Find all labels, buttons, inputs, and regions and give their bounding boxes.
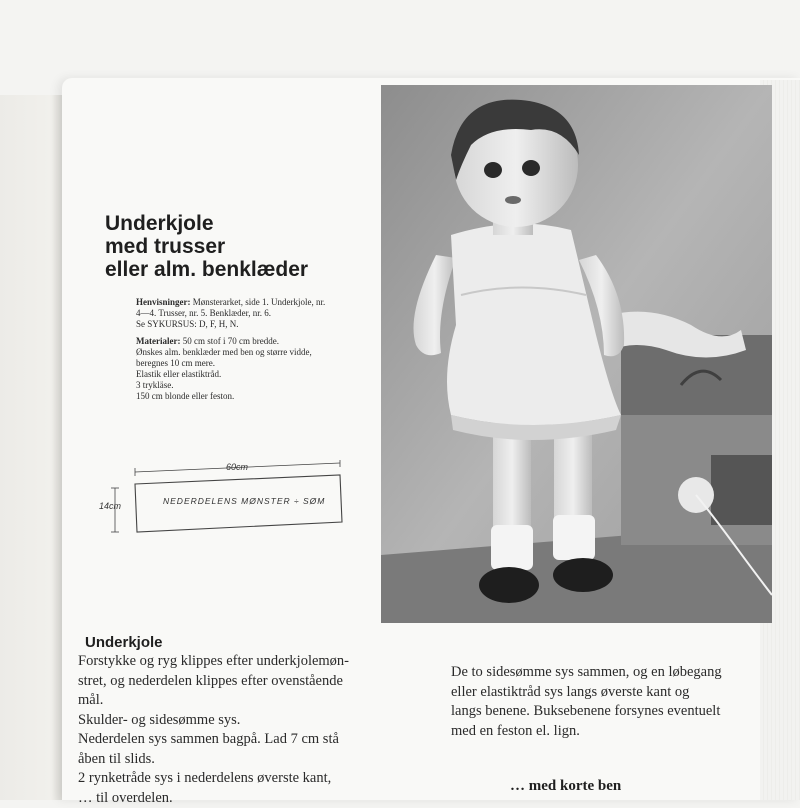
title-line: Underkjole [105, 212, 308, 235]
text-line: … til overdelen. [78, 789, 418, 808]
text-line: 2 rynketråde sys i nederdelens øverste kant, [78, 769, 418, 789]
text-line: De to sidesømme sys sammen, og en løbegang [451, 663, 781, 683]
materials-text: Ønskes alm. benklæder med ben og større vidde, [136, 347, 396, 358]
materials-label: Materialer: [136, 336, 180, 346]
references-text: Se SYKURSUS: D, F, H, N. [136, 319, 396, 330]
instructions-column-2 [451, 663, 781, 741]
previous-page-edge [0, 95, 64, 800]
title-line: eller alm. benklæder [105, 258, 308, 281]
title-line: med trusser [105, 235, 308, 258]
doll-photo-graphic [381, 85, 772, 623]
materials-text: 3 trykläse. [136, 380, 396, 391]
next-section-heading: … med korte ben [510, 778, 621, 795]
text-line: eller elastiktråd sys langs øverste kant og [451, 683, 781, 703]
materials-paragraph [136, 336, 396, 402]
diagram-width-label: 60cm [226, 462, 248, 472]
materials-text: 50 cm stof i 70 cm bredde. [183, 336, 279, 346]
materials-text: beregnes 10 cm mere. [136, 358, 396, 369]
materials-text: Elastik eller elastiktråd. [136, 369, 396, 380]
references-label: Henvisninger: [136, 297, 191, 307]
text-line: langs benene. Buksebenene forsynes eventuelt [451, 702, 781, 722]
references-paragraph [136, 297, 396, 330]
text-line: Nederdelen sys sammen bagpå. Lad 7 cm stå [78, 730, 418, 750]
diagram-box-label: NEDERDELENS MØNSTER ÷ SØM [163, 496, 325, 506]
references-text: 4—4. Trusser, nr. 5. Benklæder, nr. 6. [136, 308, 396, 319]
text-line: Forstykke og ryg klippes efter underkjolemøn- [78, 652, 418, 672]
text-line: Skulder- og sidesømme sys. [78, 711, 418, 731]
text-line: mål. [78, 691, 418, 711]
page-title [105, 212, 308, 281]
diagram-height-label: 14cm [99, 501, 121, 511]
materials-text: 150 cm blonde eller feston. [136, 391, 396, 402]
text-line: stret, og nederdelen klippes efter ovenstående [78, 672, 418, 692]
pattern-notes [136, 297, 396, 408]
instructions-column-1 [78, 652, 418, 808]
section-heading: Underkjole [85, 634, 163, 651]
text-line: med en feston el. lign. [451, 722, 781, 742]
doll-photo [381, 85, 772, 623]
text-line: åben til slids. [78, 750, 418, 770]
references-text: Mønsterarket, side 1. Underkjole, nr. [193, 297, 325, 307]
